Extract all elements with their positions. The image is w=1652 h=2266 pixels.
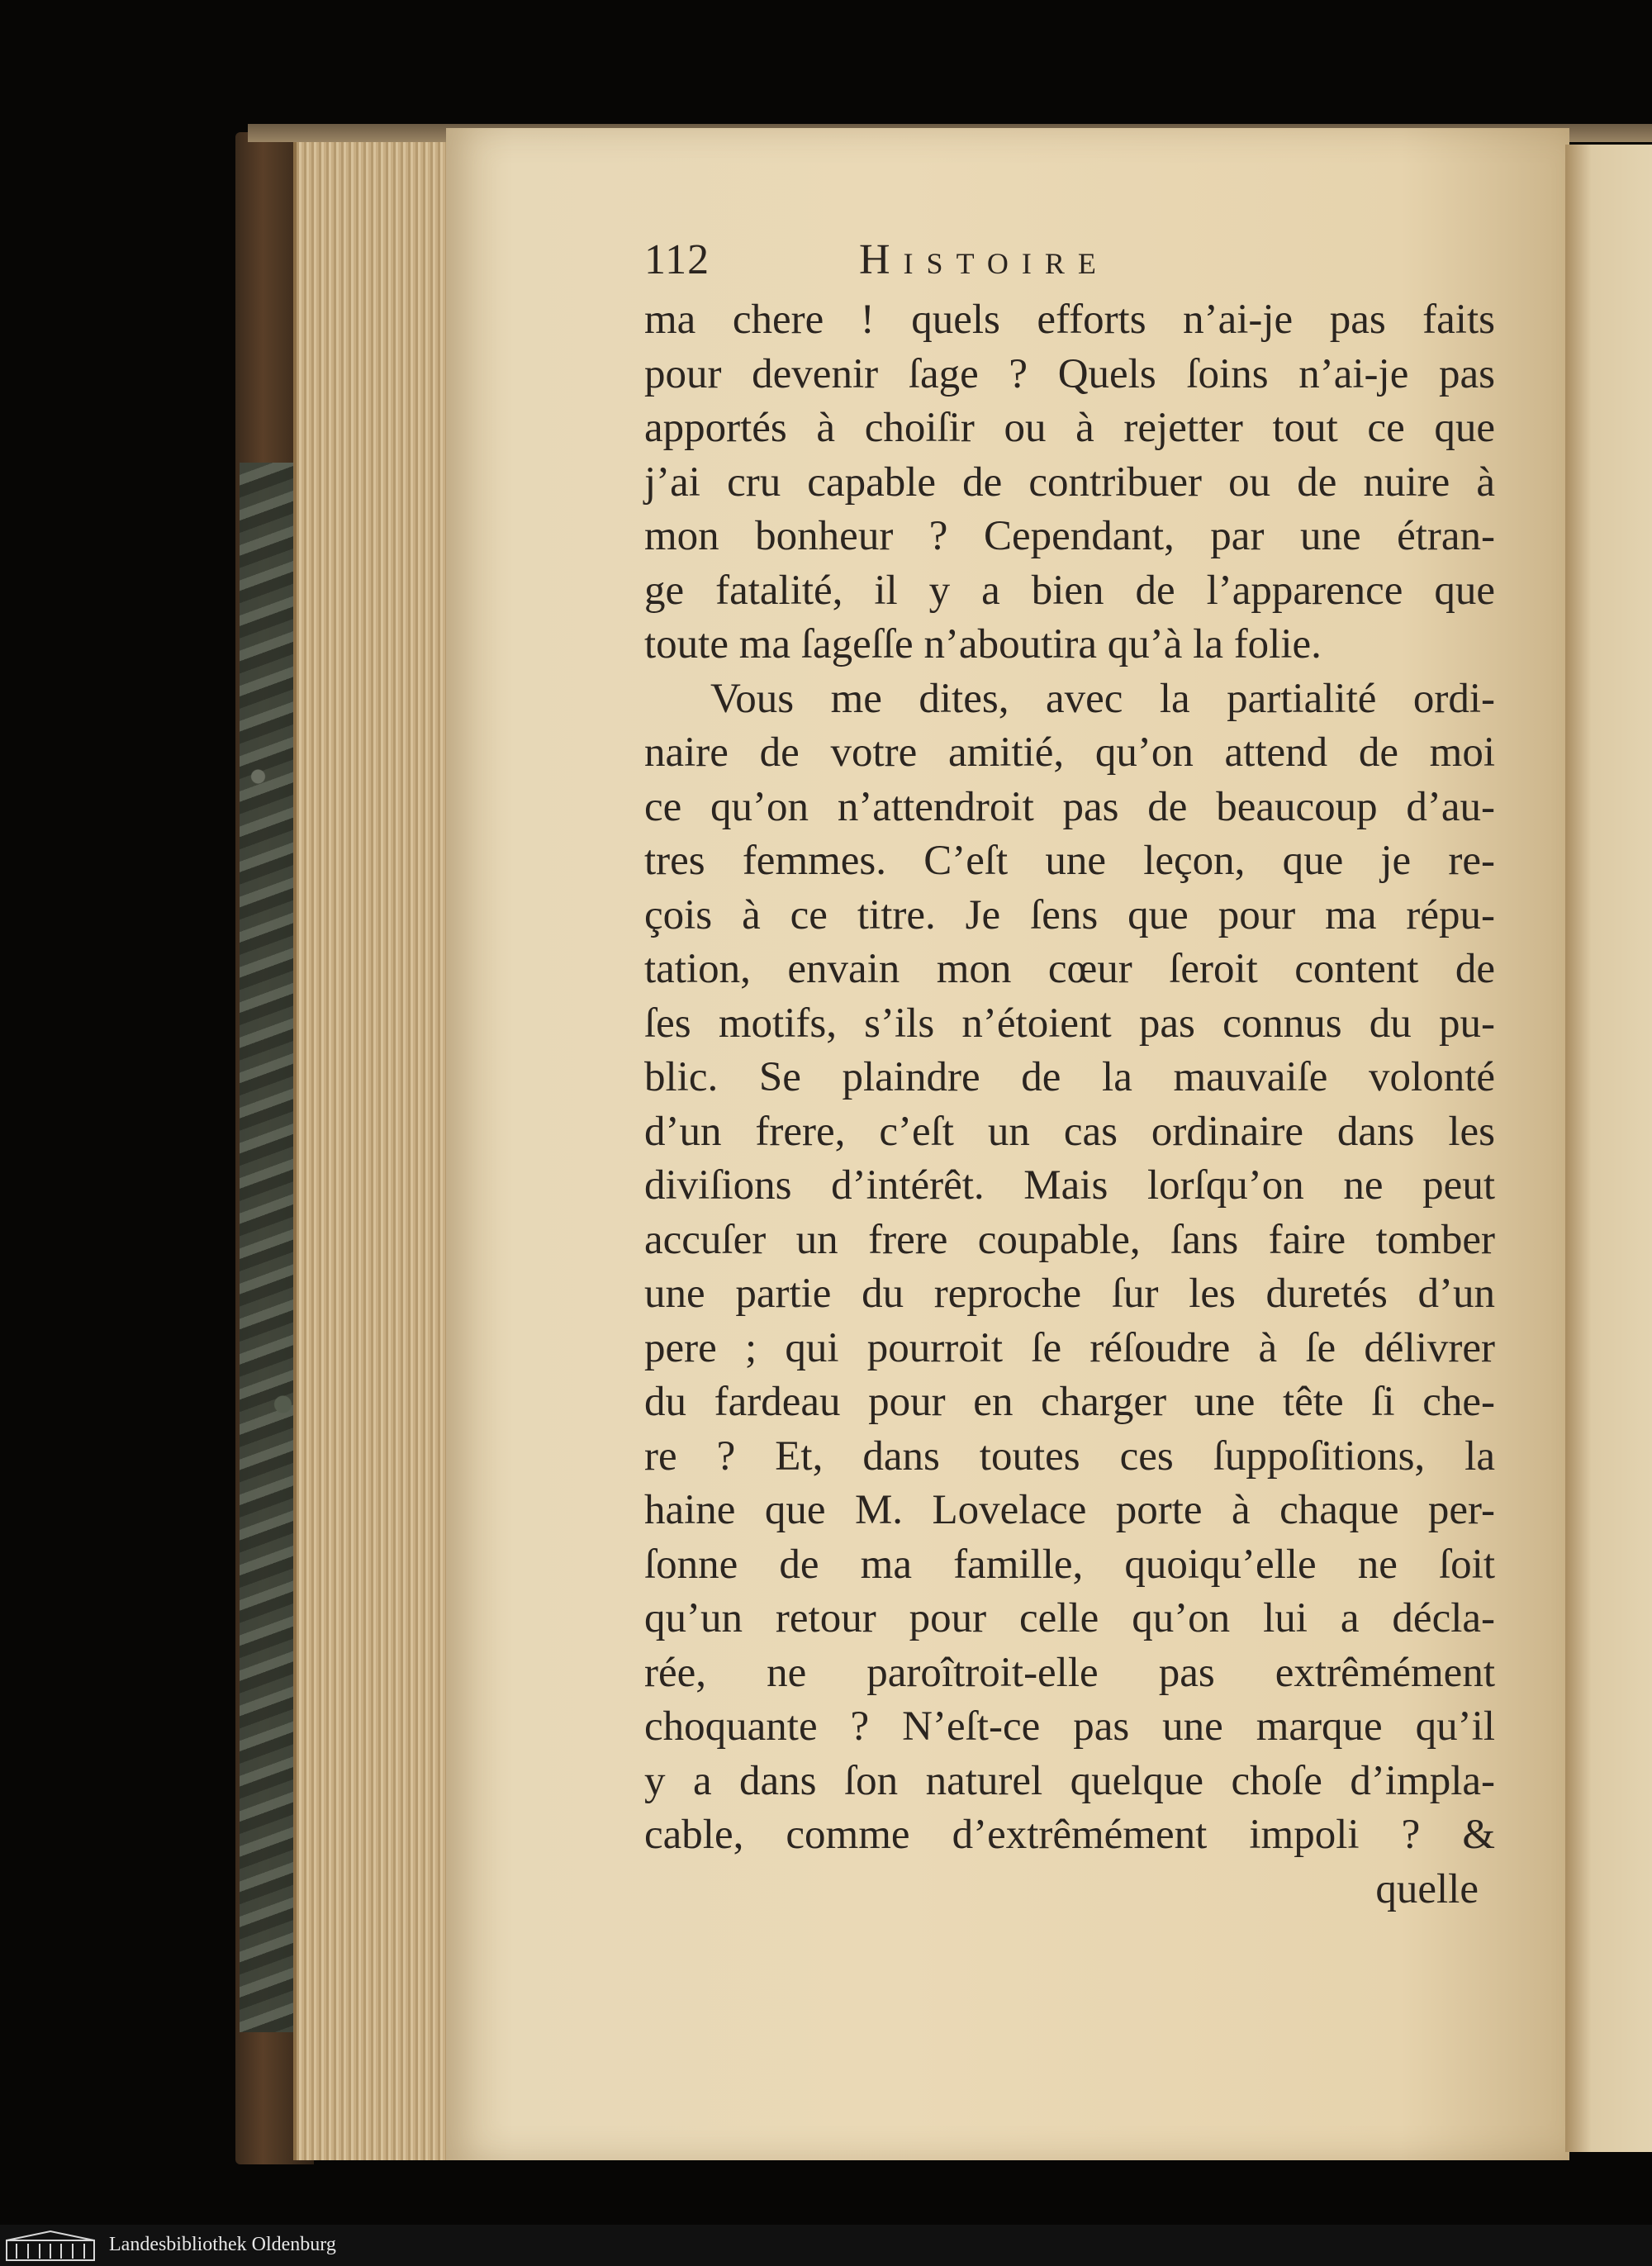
text-line: du fardeau pour en charger une tête ſi che-: [644, 1379, 1495, 1425]
text-line: accuſer un frere coupable, ſans faire tomber: [644, 1216, 1495, 1263]
text-line: qu’un retour pour celle qu’on lui a décla-: [644, 1595, 1495, 1641]
text-line: j’ai cru capable de contribuer ou de nuire à: [644, 458, 1495, 506]
text-line: ce qu’on n’attendroit pas de beaucoup d’au-: [644, 783, 1495, 830]
text-line: une partie du reproche ſur les duretés d’un: [644, 1271, 1495, 1317]
text-line: apportés à choiſir ou à rejetter tout ce que: [644, 405, 1495, 451]
text-line: mon bonheur ? Cependant, par une étran-: [644, 513, 1495, 559]
text-line: tres femmes. C’eſt une leçon, que je re-: [644, 838, 1495, 884]
running-head: [644, 235, 1495, 293]
text-line: blic. Se plaindre de la mauvaiſe volonté: [644, 1054, 1495, 1100]
text-line: toute ma ſageſſe n’aboutira qu’à la folie.: [644, 621, 1322, 667]
text-line: rée, ne paroîtroit-elle pas extrêmément: [644, 1649, 1495, 1696]
text-line: tation, envain mon cœur ſeroit content de: [644, 946, 1495, 992]
text-line: çois à ce titre. Je ſens que pour ma répu-: [644, 891, 1495, 938]
text-line: cable, comme d’extrêmément impoli ? &: [644, 1812, 1495, 1858]
text-line: pere ; qui pourroit ſe réſoudre à ſe délivrer: [644, 1324, 1495, 1371]
text-line: Vous me dites, avec la partialité ordi-: [710, 675, 1495, 722]
text-line: ge fatalité, il y a bien de l’apparence que: [644, 567, 1495, 614]
text-line: diviſions d’intérêt. Mais lorſqu’on ne peut: [644, 1162, 1495, 1209]
page-edges: [293, 136, 462, 2160]
library-name: Landesbibliothek Oldenburg: [109, 2234, 336, 2255]
text-line: naire de votre amitié, qu’on attend de moi: [644, 729, 1495, 776]
facing-page: [1565, 145, 1652, 2152]
text-line: ſonne de ma famille, quoiqu’elle ne ſoit: [644, 1541, 1495, 1588]
text-line: y a dans ſon naturel quelque choſe d’impla-: [644, 1757, 1495, 1804]
text-line: ſes motifs, s’ils n’étoient pas connus du pu-: [644, 1000, 1495, 1047]
page-text-block: [644, 235, 1495, 1917]
text-line: haine que M. Lovelace porte à chaque per-: [644, 1487, 1495, 1533]
text-line: choquante ? N’eſt-ce pas une marque qu’il: [644, 1703, 1495, 1750]
catchword: quelle: [1375, 1865, 1479, 1912]
text-line: ma chere ! quels efforts n’ai-je pas faits: [644, 297, 1495, 343]
text-line: d’un frere, c’eſt un cas ordinaire dans les: [644, 1108, 1495, 1155]
text-line: re ? Et, dans toutes ces ſuppoſitions, la: [644, 1432, 1495, 1480]
marbled-cover-paper: [240, 463, 301, 2032]
text-line: pour devenir ſage ? Quels ſoins n’ai-je pas: [644, 350, 1495, 397]
library-building-icon: [5, 2229, 96, 2262]
page-number: 112: [644, 236, 710, 283]
running-head-title: Histoire: [859, 236, 1109, 283]
